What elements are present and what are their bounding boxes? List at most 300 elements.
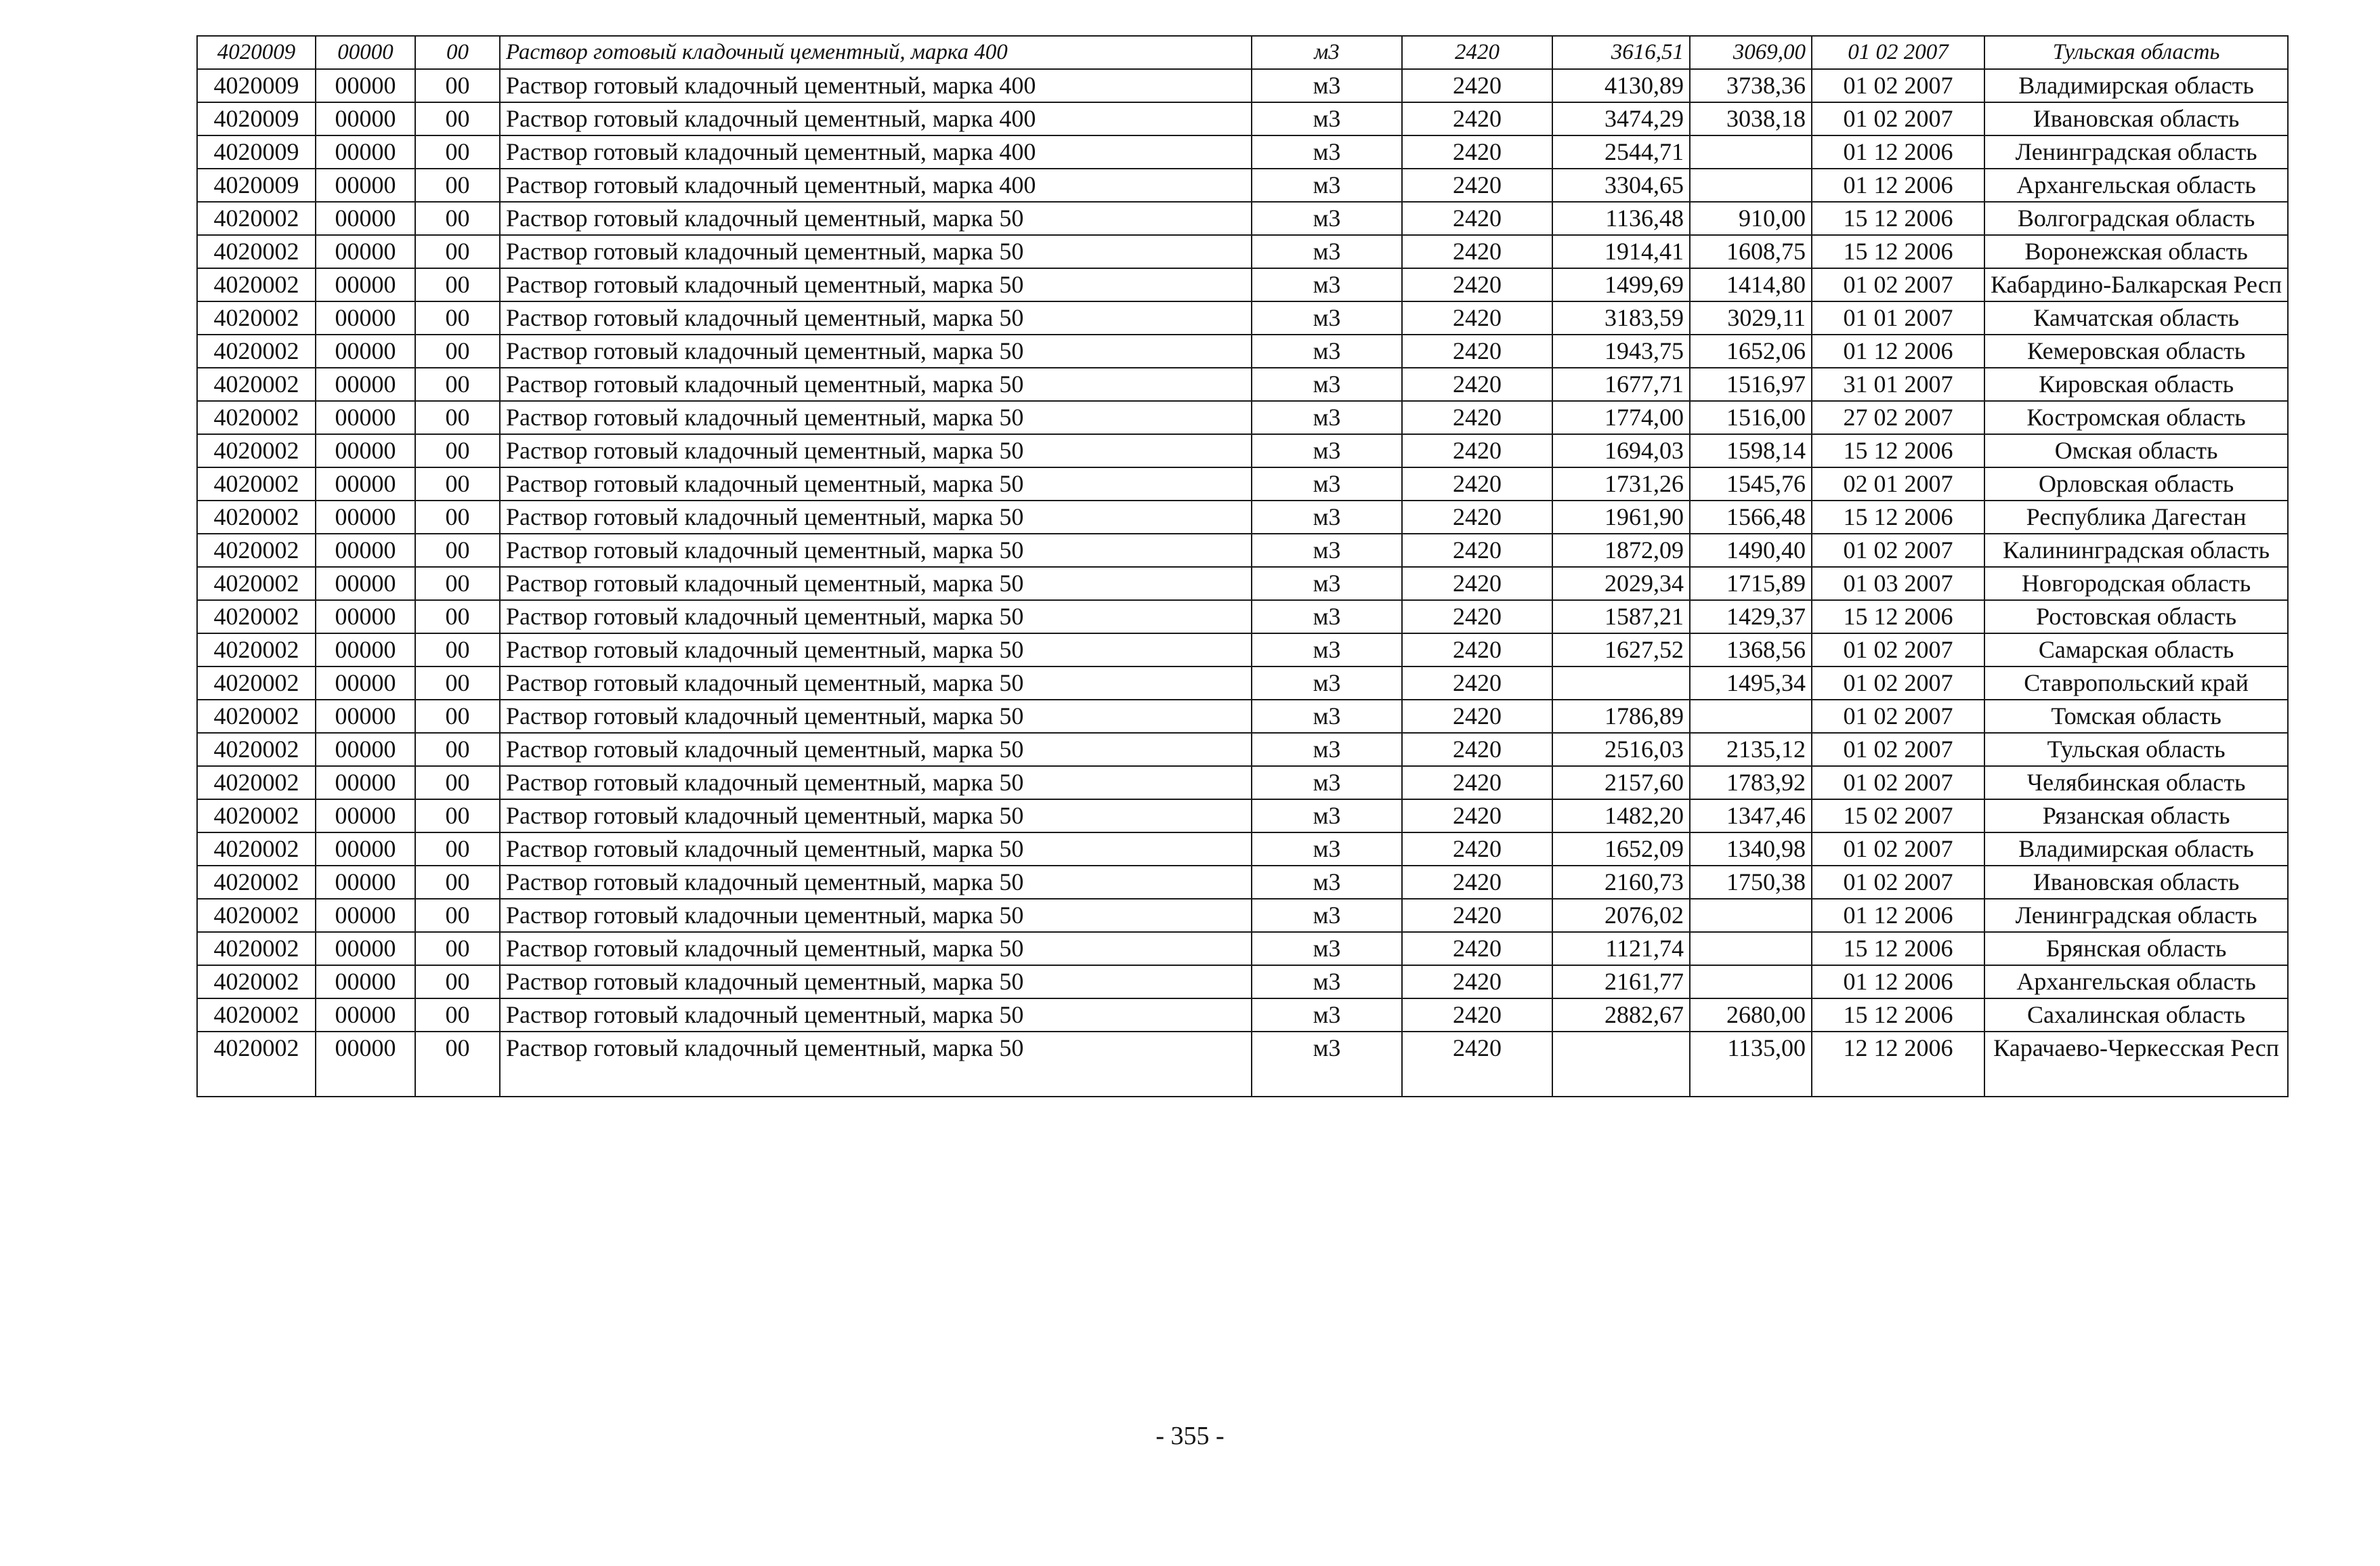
price-with-vat-cell: 2160,73 [1552, 866, 1690, 899]
variant-code-cell: 00 [415, 832, 500, 866]
price-without-vat-cell: 1652,06 [1690, 335, 1812, 368]
table-row [197, 633, 2288, 666]
unit-cell: м3 [1252, 401, 1402, 434]
product-name-cell: Раствор готовый кладочный цементный, марка 50 [500, 202, 1252, 235]
subgroup-code-cell: 00000 [316, 36, 415, 69]
product-name-cell: Раствор готовый кладочный цементный, марка 50 [500, 700, 1252, 733]
variant-code-cell: 00 [415, 135, 500, 169]
variant-code-cell: 00 [415, 69, 500, 102]
price-without-vat-cell: 2680,00 [1690, 998, 1812, 1032]
okp-code-cell: 2420 [1402, 268, 1552, 301]
product-code-cell: 4020002 [197, 666, 316, 700]
variant-code-cell: 00 [415, 268, 500, 301]
unit-cell: м3 [1252, 998, 1402, 1032]
table-row [197, 501, 2288, 534]
subgroup-code-cell: 00000 [316, 467, 415, 501]
product-code-cell: 4020002 [197, 335, 316, 368]
price-without-vat-cell: 1135,00 [1690, 1032, 1812, 1097]
price-with-vat-cell: 1943,75 [1552, 335, 1690, 368]
variant-code-cell: 00 [415, 700, 500, 733]
product-code-cell: 4020002 [197, 268, 316, 301]
okp-code-cell: 2420 [1402, 102, 1552, 135]
region-cell: Ивановская область [1984, 102, 2288, 135]
region-cell: Тульская область [1984, 733, 2288, 766]
page-number: - 355 - [1155, 1422, 1225, 1450]
product-code-cell: 4020002 [197, 467, 316, 501]
subgroup-code-cell: 00000 [316, 998, 415, 1032]
price-date-cell: 01 02 2007 [1812, 866, 1984, 899]
region-cell: Республика Дагестан [1984, 501, 2288, 534]
subgroup-code-cell: 00000 [316, 434, 415, 467]
table-row [197, 534, 2288, 567]
price-with-vat-cell [1552, 666, 1690, 700]
product-code-cell: 4020009 [197, 102, 316, 135]
price-date-cell: 15 12 2006 [1812, 434, 1984, 467]
product-name-cell: Раствор готовый кладочный цементный, марка 400 [500, 36, 1252, 69]
price-date-cell: 15 12 2006 [1812, 998, 1984, 1032]
unit-cell: м3 [1252, 368, 1402, 401]
table-row [197, 301, 2288, 335]
okp-code-cell: 2420 [1402, 36, 1552, 69]
unit-cell: м3 [1252, 799, 1402, 832]
product-name-cell: Раствор готовый кладочный цементный, марка 400 [500, 102, 1252, 135]
price-with-vat-cell: 4130,89 [1552, 69, 1690, 102]
variant-code-cell: 00 [415, 335, 500, 368]
region-cell: Брянская область [1984, 932, 2288, 965]
okp-code-cell: 2420 [1402, 368, 1552, 401]
variant-code-cell: 00 [415, 301, 500, 335]
price-with-vat-cell: 1677,71 [1552, 368, 1690, 401]
product-code-cell: 4020009 [197, 135, 316, 169]
price-with-vat-cell: 2157,60 [1552, 766, 1690, 799]
price-with-vat-cell: 1914,41 [1552, 235, 1690, 268]
region-cell: Воронежская область [1984, 235, 2288, 268]
subgroup-code-cell: 00000 [316, 932, 415, 965]
table-row [197, 899, 2288, 932]
okp-code-cell: 2420 [1402, 534, 1552, 567]
region-cell: Кемеровская область [1984, 335, 2288, 368]
price-date-cell: 01 02 2007 [1812, 666, 1984, 700]
table-row [197, 169, 2288, 202]
price-with-vat-cell: 3183,59 [1552, 301, 1690, 335]
unit-cell: м3 [1252, 1032, 1402, 1097]
product-code-cell: 4020002 [197, 567, 316, 600]
table-row [197, 666, 2288, 700]
subgroup-code-cell: 00000 [316, 567, 415, 600]
unit-cell: м3 [1252, 135, 1402, 169]
product-name-cell: Раствор готовый кладочный цементный, марка 50 [500, 633, 1252, 666]
subgroup-code-cell: 00000 [316, 799, 415, 832]
price-date-cell: 01 02 2007 [1812, 766, 1984, 799]
product-name-cell: Раствор готовый кладочный цементный, марка 50 [500, 666, 1252, 700]
product-code-cell: 4020002 [197, 998, 316, 1032]
okp-code-cell: 2420 [1402, 866, 1552, 899]
product-code-cell: 4020002 [197, 501, 316, 534]
product-code-cell: 4020002 [197, 866, 316, 899]
price-with-vat-cell: 1482,20 [1552, 799, 1690, 832]
price-without-vat-cell [1690, 899, 1812, 932]
variant-code-cell: 00 [415, 534, 500, 567]
region-cell: Волгоградская область [1984, 202, 2288, 235]
variant-code-cell: 00 [415, 766, 500, 799]
price-without-vat-cell [1690, 169, 1812, 202]
product-code-cell: 4020002 [197, 766, 316, 799]
price-without-vat-cell: 1368,56 [1690, 633, 1812, 666]
region-cell: Кировская область [1984, 368, 2288, 401]
price-date-cell: 01 02 2007 [1812, 534, 1984, 567]
subgroup-code-cell: 00000 [316, 335, 415, 368]
table-row [197, 268, 2288, 301]
unit-cell: м3 [1252, 202, 1402, 235]
price-date-cell: 01 02 2007 [1812, 69, 1984, 102]
price-without-vat-cell: 1516,00 [1690, 401, 1812, 434]
unit-cell: м3 [1252, 467, 1402, 501]
variant-code-cell: 00 [415, 1032, 500, 1097]
okp-code-cell: 2420 [1402, 335, 1552, 368]
table-row [197, 202, 2288, 235]
product-code-cell: 4020002 [197, 301, 316, 335]
price-with-vat-cell [1552, 1032, 1690, 1097]
subgroup-code-cell: 00000 [316, 501, 415, 534]
okp-code-cell: 2420 [1402, 235, 1552, 268]
variant-code-cell: 00 [415, 866, 500, 899]
price-date-cell: 01 12 2006 [1812, 169, 1984, 202]
price-date-cell: 27 02 2007 [1812, 401, 1984, 434]
price-with-vat-cell: 1786,89 [1552, 700, 1690, 733]
subgroup-code-cell: 00000 [316, 102, 415, 135]
product-name-cell: Раствор готовый кладочный цементный, марка 50 [500, 401, 1252, 434]
price-date-cell: 01 12 2006 [1812, 135, 1984, 169]
price-date-cell: 15 12 2006 [1812, 501, 1984, 534]
table-row [197, 832, 2288, 866]
okp-code-cell: 2420 [1402, 69, 1552, 102]
okp-code-cell: 2420 [1402, 799, 1552, 832]
okp-code-cell: 2420 [1402, 965, 1552, 998]
okp-code-cell: 2420 [1402, 932, 1552, 965]
product-code-cell: 4020002 [197, 1032, 316, 1097]
table-row [197, 135, 2288, 169]
variant-code-cell: 00 [415, 567, 500, 600]
price-without-vat-cell: 1340,98 [1690, 832, 1812, 866]
product-name-cell: Раствор готовый кладочный цементный, марка 50 [500, 467, 1252, 501]
subgroup-code-cell: 00000 [316, 202, 415, 235]
region-cell: Сахалинская область [1984, 998, 2288, 1032]
okp-code-cell: 2420 [1402, 633, 1552, 666]
price-with-vat-cell: 1136,48 [1552, 202, 1690, 235]
price-with-vat-cell: 3304,65 [1552, 169, 1690, 202]
unit-cell: м3 [1252, 69, 1402, 102]
variant-code-cell: 00 [415, 467, 500, 501]
price-without-vat-cell: 3738,36 [1690, 69, 1812, 102]
unit-cell: м3 [1252, 733, 1402, 766]
product-code-cell: 4020002 [197, 633, 316, 666]
product-name-cell: Раствор готовый кладочный цементный, марка 50 [500, 866, 1252, 899]
product-name-cell: Раствор готовый кладочный цементный, марка 50 [500, 799, 1252, 832]
region-cell: Ростовская область [1984, 600, 2288, 633]
subgroup-code-cell: 00000 [316, 633, 415, 666]
price-date-cell: 01 02 2007 [1812, 633, 1984, 666]
price-with-vat-cell: 2544,71 [1552, 135, 1690, 169]
region-cell: Камчатская область [1984, 301, 2288, 335]
okp-code-cell: 2420 [1402, 1032, 1552, 1097]
price-with-vat-cell: 2076,02 [1552, 899, 1690, 932]
product-name-cell: Раствор готовый кладочныи цементный, марка 50 [500, 899, 1252, 932]
price-table [196, 35, 2289, 1097]
unit-cell: м3 [1252, 866, 1402, 899]
price-without-vat-cell: 1490,40 [1690, 534, 1812, 567]
product-code-cell: 4020002 [197, 368, 316, 401]
price-date-cell: 15 12 2006 [1812, 202, 1984, 235]
unit-cell: м3 [1252, 534, 1402, 567]
price-with-vat-cell: 1694,03 [1552, 434, 1690, 467]
product-code-cell: 4020002 [197, 733, 316, 766]
unit-cell: м3 [1252, 899, 1402, 932]
price-with-vat-cell: 1121,74 [1552, 932, 1690, 965]
table-row [197, 733, 2288, 766]
price-without-vat-cell: 1715,89 [1690, 567, 1812, 600]
price-date-cell: 01 12 2006 [1812, 899, 1984, 932]
variant-code-cell: 00 [415, 633, 500, 666]
unit-cell: м3 [1252, 666, 1402, 700]
product-code-cell: 4020009 [197, 36, 316, 69]
region-cell: Рязанская область [1984, 799, 2288, 832]
product-code-cell: 4020002 [197, 600, 316, 633]
okp-code-cell: 2420 [1402, 301, 1552, 335]
subgroup-code-cell: 00000 [316, 666, 415, 700]
product-code-cell: 4020002 [197, 899, 316, 932]
price-date-cell: 02 01 2007 [1812, 467, 1984, 501]
product-name-cell: Раствор готовый кладочный цементный, марка 50 [500, 235, 1252, 268]
product-name-cell: Раствор готовый кладочный цементный, марка 50 [500, 301, 1252, 335]
price-without-vat-cell: 1783,92 [1690, 766, 1812, 799]
variant-code-cell: 00 [415, 401, 500, 434]
subgroup-code-cell: 00000 [316, 169, 415, 202]
unit-cell: м3 [1252, 169, 1402, 202]
unit-cell: м3 [1252, 832, 1402, 866]
table-row [197, 235, 2288, 268]
product-name-cell: Раствор готовый кладочный цементный, марка 50 [500, 832, 1252, 866]
product-code-cell: 4020002 [197, 932, 316, 965]
unit-cell: м3 [1252, 965, 1402, 998]
unit-cell: м3 [1252, 335, 1402, 368]
price-with-vat-cell: 1774,00 [1552, 401, 1690, 434]
price-without-vat-cell: 1566,48 [1690, 501, 1812, 534]
subgroup-code-cell: 00000 [316, 899, 415, 932]
region-cell: Калининградская область [1984, 534, 2288, 567]
okp-code-cell: 2420 [1402, 434, 1552, 467]
price-date-cell: 01 02 2007 [1812, 832, 1984, 866]
price-with-vat-cell: 2029,34 [1552, 567, 1690, 600]
variant-code-cell: 00 [415, 501, 500, 534]
unit-cell: м3 [1252, 932, 1402, 965]
price-without-vat-cell: 910,00 [1690, 202, 1812, 235]
table-row [197, 69, 2288, 102]
price-date-cell: 01 02 2007 [1812, 102, 1984, 135]
region-cell: Архангельская область [1984, 965, 2288, 998]
price-without-vat-cell: 1429,37 [1690, 600, 1812, 633]
region-cell: Ставропольский край [1984, 666, 2288, 700]
variant-code-cell: 00 [415, 235, 500, 268]
variant-code-cell: 00 [415, 899, 500, 932]
price-with-vat-cell: 1961,90 [1552, 501, 1690, 534]
table-row [197, 36, 2288, 69]
unit-cell: м3 [1252, 633, 1402, 666]
region-cell: Новгородская область [1984, 567, 2288, 600]
table-row [197, 600, 2288, 633]
variant-code-cell: 00 [415, 102, 500, 135]
okp-code-cell: 2420 [1402, 733, 1552, 766]
table-row [197, 434, 2288, 467]
price-table-body [197, 36, 2288, 1097]
unit-cell: м3 [1252, 36, 1402, 69]
price-without-vat-cell: 3038,18 [1690, 102, 1812, 135]
okp-code-cell: 2420 [1402, 567, 1552, 600]
region-cell: Челябинская область [1984, 766, 2288, 799]
price-without-vat-cell [1690, 932, 1812, 965]
price-without-vat-cell [1690, 700, 1812, 733]
price-date-cell: 01 02 2007 [1812, 268, 1984, 301]
price-date-cell: 15 12 2006 [1812, 235, 1984, 268]
price-without-vat-cell [1690, 135, 1812, 169]
price-with-vat-cell: 1499,69 [1552, 268, 1690, 301]
subgroup-code-cell: 00000 [316, 69, 415, 102]
product-name-cell: Раствор готовый кладочный цементный, марка 50 [500, 1032, 1252, 1097]
price-with-vat-cell: 1652,09 [1552, 832, 1690, 866]
product-code-cell: 4020002 [197, 832, 316, 866]
price-date-cell: 01 12 2006 [1812, 335, 1984, 368]
table-row [197, 368, 2288, 401]
unit-cell: м3 [1252, 567, 1402, 600]
price-date-cell: 01 03 2007 [1812, 567, 1984, 600]
region-cell: Омская область [1984, 434, 2288, 467]
variant-code-cell: 00 [415, 799, 500, 832]
price-without-vat-cell: 1347,46 [1690, 799, 1812, 832]
price-with-vat-cell: 1872,09 [1552, 534, 1690, 567]
product-name-cell: Раствор готовый кладочный цементный, марка 50 [500, 965, 1252, 998]
variant-code-cell: 00 [415, 998, 500, 1032]
product-name-cell: Раствор готовый кладочный цементный, марка 50 [500, 534, 1252, 567]
okp-code-cell: 2420 [1402, 169, 1552, 202]
table-row [197, 567, 2288, 600]
region-cell: Томская область [1984, 700, 2288, 733]
price-table-container [196, 35, 2289, 1097]
subgroup-code-cell: 00000 [316, 401, 415, 434]
region-cell: Самарская область [1984, 633, 2288, 666]
subgroup-code-cell: 00000 [316, 534, 415, 567]
subgroup-code-cell: 00000 [316, 301, 415, 335]
subgroup-code-cell: 00000 [316, 700, 415, 733]
price-date-cell: 01 02 2007 [1812, 733, 1984, 766]
okp-code-cell: 2420 [1402, 135, 1552, 169]
table-row [197, 932, 2288, 965]
product-code-cell: 4020009 [197, 69, 316, 102]
unit-cell: м3 [1252, 235, 1402, 268]
variant-code-cell: 00 [415, 434, 500, 467]
region-cell: Ленинградская область [1984, 899, 2288, 932]
price-with-vat-cell: 2882,67 [1552, 998, 1690, 1032]
product-code-cell: 4020009 [197, 169, 316, 202]
price-without-vat-cell: 1516,97 [1690, 368, 1812, 401]
variant-code-cell: 00 [415, 666, 500, 700]
unit-cell: м3 [1252, 766, 1402, 799]
product-code-cell: 4020002 [197, 965, 316, 998]
product-name-cell: Раствор готовый кладочный цементный, марка 50 [500, 932, 1252, 965]
okp-code-cell: 2420 [1402, 899, 1552, 932]
region-cell: Костромская область [1984, 401, 2288, 434]
price-without-vat-cell: 1545,76 [1690, 467, 1812, 501]
product-name-cell: Раствор готовый кладочный цементный, марка 50 [500, 733, 1252, 766]
table-row [197, 866, 2288, 899]
product-code-cell: 4020002 [197, 534, 316, 567]
table-row [197, 335, 2288, 368]
product-code-cell: 4020002 [197, 700, 316, 733]
subgroup-code-cell: 00000 [316, 965, 415, 998]
region-cell: Тульская область [1984, 36, 2288, 69]
okp-code-cell: 2420 [1402, 401, 1552, 434]
unit-cell: м3 [1252, 501, 1402, 534]
product-code-cell: 4020002 [197, 799, 316, 832]
table-row [197, 467, 2288, 501]
okp-code-cell: 2420 [1402, 202, 1552, 235]
product-name-cell: Раствор готовый кладочный цементный, марка 400 [500, 135, 1252, 169]
table-row [197, 998, 2288, 1032]
price-without-vat-cell: 1495,34 [1690, 666, 1812, 700]
okp-code-cell: 2420 [1402, 832, 1552, 866]
subgroup-code-cell: 00000 [316, 368, 415, 401]
subgroup-code-cell: 00000 [316, 1032, 415, 1097]
price-with-vat-cell: 2161,77 [1552, 965, 1690, 998]
price-date-cell: 12 12 2006 [1812, 1032, 1984, 1097]
unit-cell: м3 [1252, 434, 1402, 467]
table-row [197, 1032, 2288, 1097]
product-name-cell: Раствор готовый кладочный цементный, марка 50 [500, 368, 1252, 401]
variant-code-cell: 00 [415, 965, 500, 998]
price-date-cell: 31 01 2007 [1812, 368, 1984, 401]
price-with-vat-cell: 1731,26 [1552, 467, 1690, 501]
variant-code-cell: 00 [415, 36, 500, 69]
price-without-vat-cell: 3069,00 [1690, 36, 1812, 69]
unit-cell: м3 [1252, 268, 1402, 301]
region-cell: Карачаево-Черкесская Респ [1984, 1032, 2288, 1097]
table-row [197, 766, 2288, 799]
okp-code-cell: 2420 [1402, 467, 1552, 501]
subgroup-code-cell: 00000 [316, 600, 415, 633]
price-date-cell: 01 01 2007 [1812, 301, 1984, 335]
product-code-cell: 4020002 [197, 434, 316, 467]
unit-cell: м3 [1252, 102, 1402, 135]
subgroup-code-cell: 00000 [316, 268, 415, 301]
product-name-cell: Раствор готовый кладочный цементный, марка 50 [500, 335, 1252, 368]
price-without-vat-cell: 1608,75 [1690, 235, 1812, 268]
subgroup-code-cell: 00000 [316, 733, 415, 766]
unit-cell: м3 [1252, 600, 1402, 633]
region-cell: Ивановская область [1984, 866, 2288, 899]
price-without-vat-cell: 3029,11 [1690, 301, 1812, 335]
price-date-cell: 15 02 2007 [1812, 799, 1984, 832]
variant-code-cell: 00 [415, 733, 500, 766]
okp-code-cell: 2420 [1402, 501, 1552, 534]
subgroup-code-cell: 00000 [316, 135, 415, 169]
variant-code-cell: 00 [415, 368, 500, 401]
product-name-cell: Раствор готовый кладочный цементный, марка 50 [500, 567, 1252, 600]
price-date-cell: 01 12 2006 [1812, 965, 1984, 998]
product-name-cell: Раствор готовый кладочный цементный, марка 50 [500, 268, 1252, 301]
price-date-cell: 01 02 2007 [1812, 36, 1984, 69]
price-without-vat-cell [1690, 965, 1812, 998]
variant-code-cell: 00 [415, 600, 500, 633]
price-with-vat-cell: 3474,29 [1552, 102, 1690, 135]
price-without-vat-cell: 1414,80 [1690, 268, 1812, 301]
